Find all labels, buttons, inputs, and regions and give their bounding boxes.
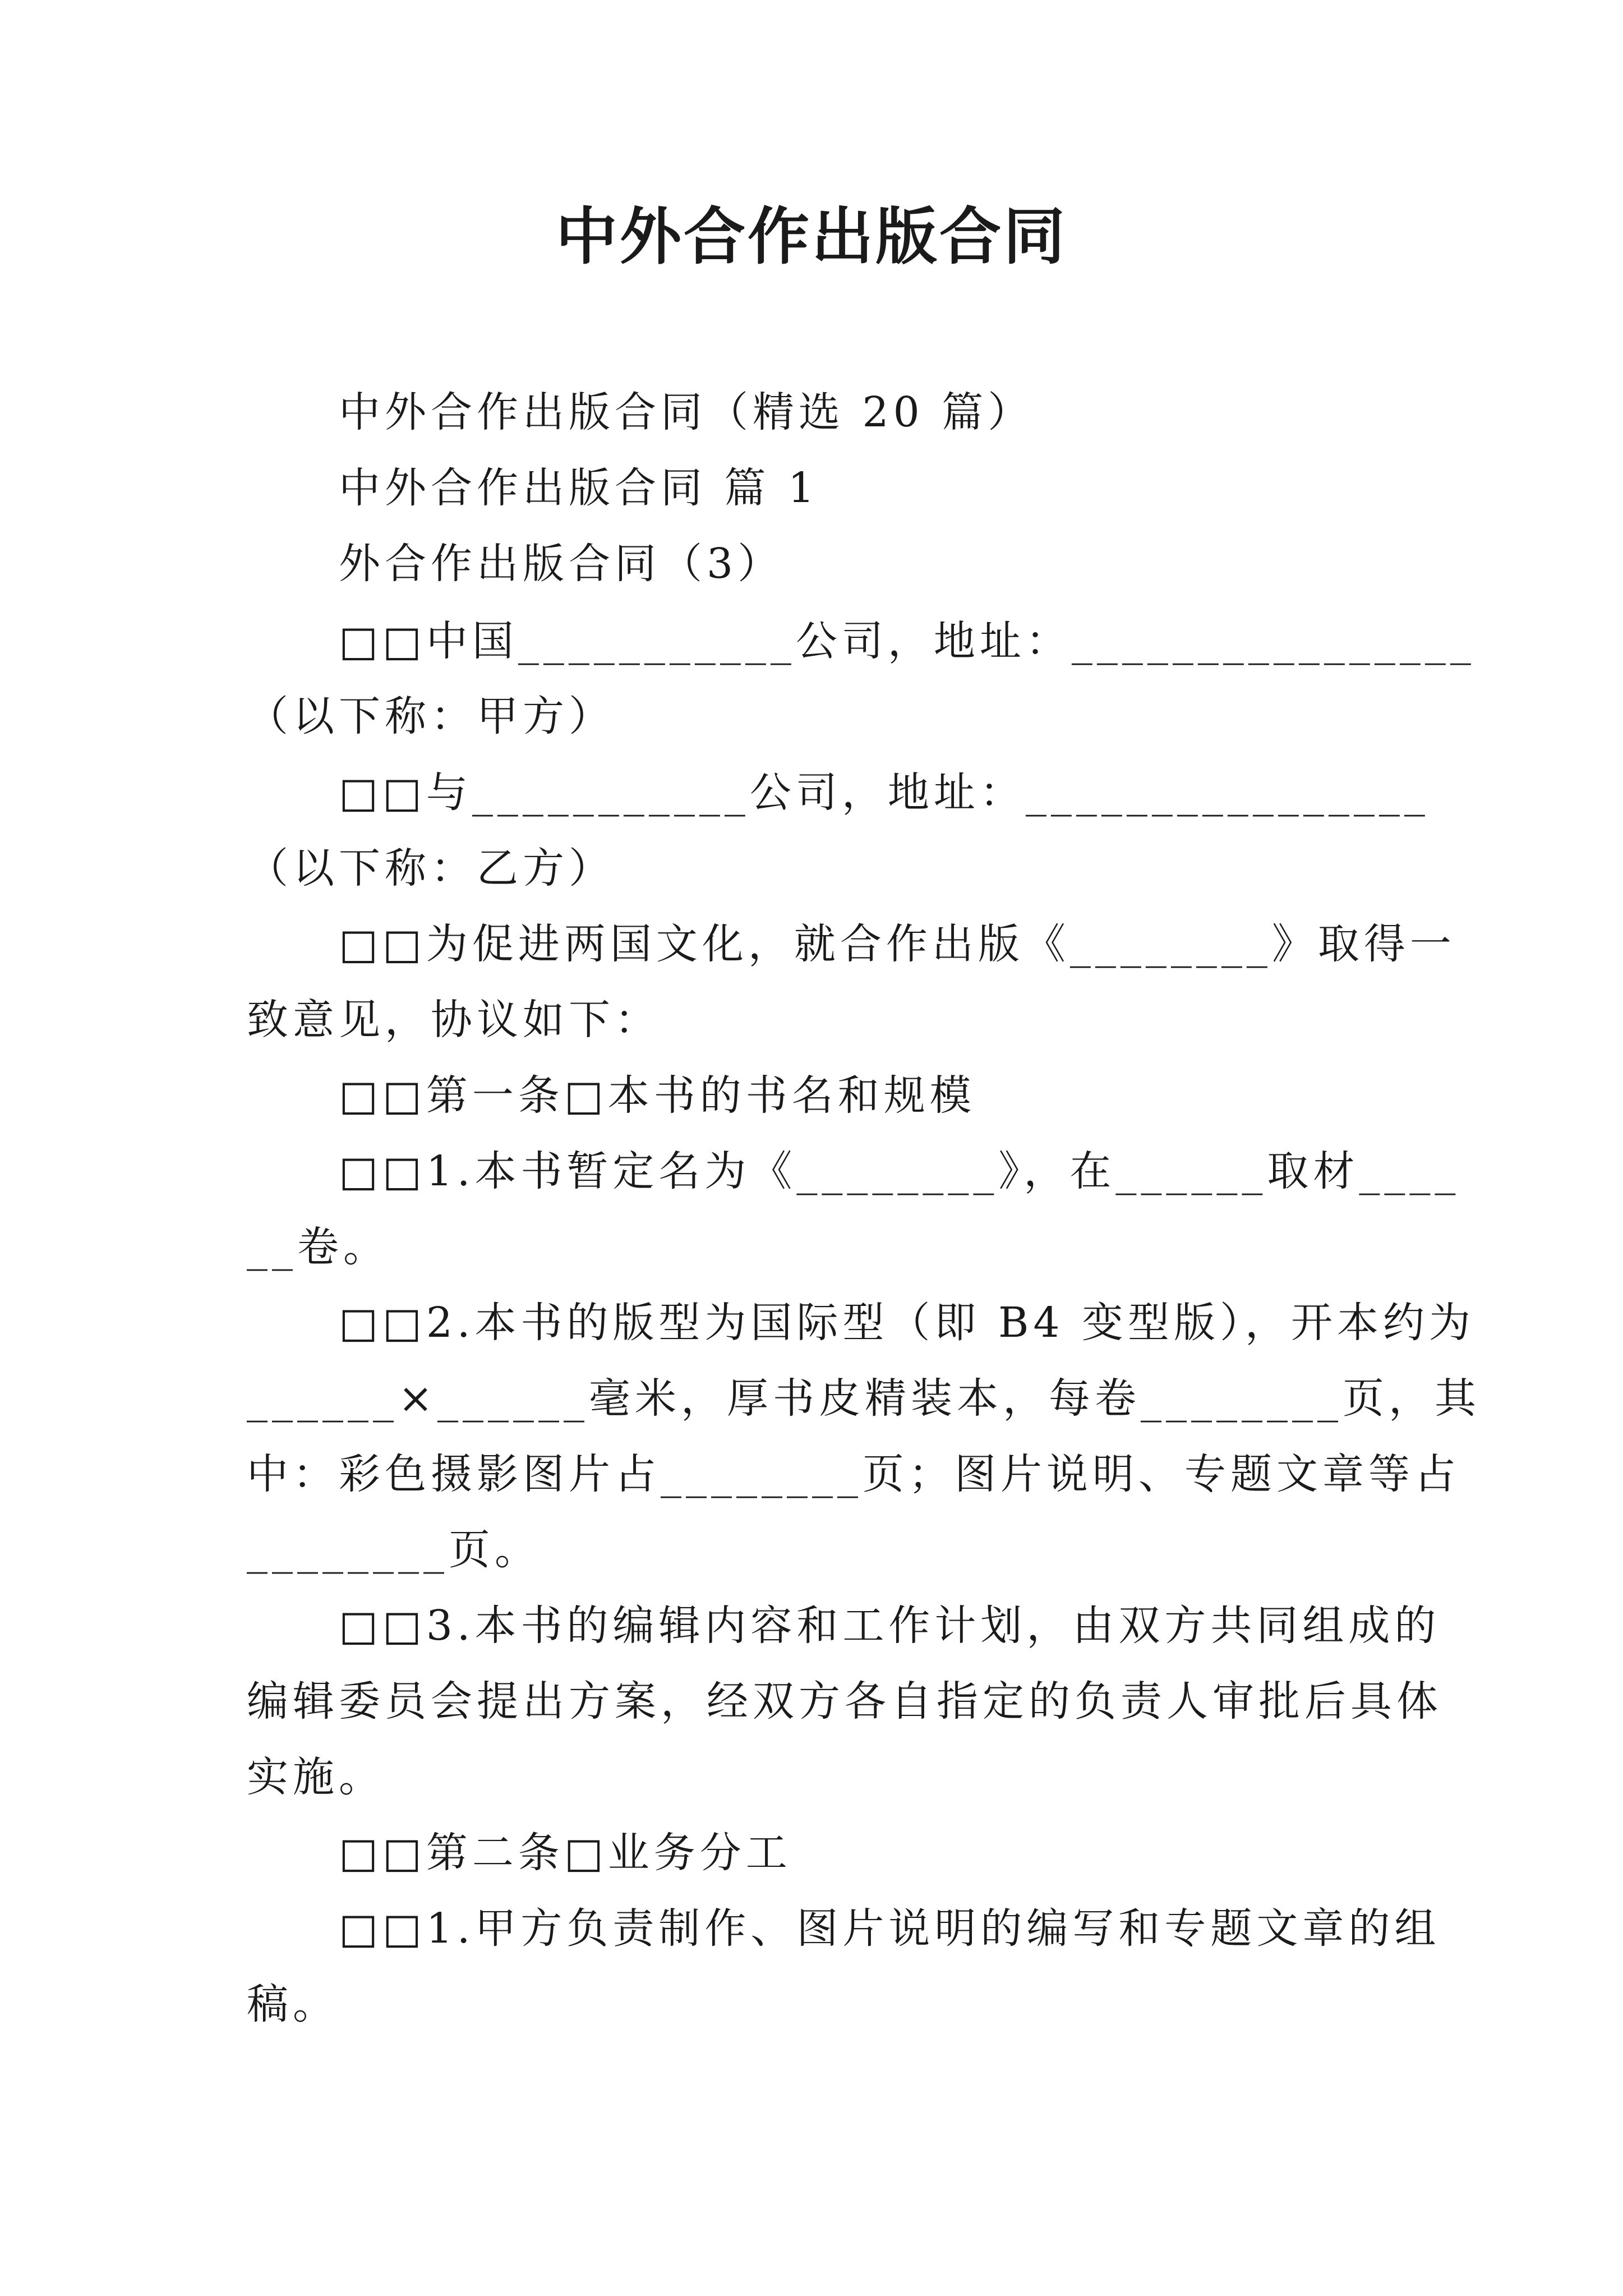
paragraph-line: □□第一条□本书的书名和规模 bbox=[339, 1071, 976, 1120]
paragraph-line: __卷。 bbox=[247, 1223, 389, 1271]
paragraph-line: （以下称：乙方） bbox=[247, 844, 615, 892]
paragraph-line: 中：彩色摄影图片占________页；图片说明、专题文章等占 bbox=[247, 1450, 1460, 1498]
paragraph-line: □□1.甲方负责制作、图片说明的编写和专题文章的组 bbox=[339, 1904, 1441, 1953]
paragraph-line: 稿。 bbox=[247, 1980, 339, 2028]
paragraph-line: （以下称：甲方） bbox=[247, 692, 615, 740]
paragraph-line: ________页。 bbox=[247, 1526, 541, 1574]
paragraph-line: ______×______毫米，厚书皮精装本，每卷________页，其 bbox=[247, 1374, 1481, 1423]
paragraph-line: 编辑委员会提出方案，经双方各自指定的负责人审批后具体 bbox=[247, 1677, 1442, 1726]
paragraph-line: □□第二条□业务分工 bbox=[339, 1829, 792, 1877]
paragraph-line: 外合作出版合同（3） bbox=[339, 540, 784, 588]
paragraph-line: □□为促进两国文化，就合作出版《________》取得一 bbox=[339, 920, 1456, 968]
paragraph-line: □□2.本书的版型为国际型（即 B4 变型版），开本约为 bbox=[339, 1299, 1475, 1347]
paragraph-line: 中外合作出版合同 篇 1 bbox=[339, 464, 819, 512]
paragraph-line: □□与___________公司，地址：________________ bbox=[339, 769, 1430, 817]
paragraph-line: 致意见，协议如下： bbox=[247, 996, 661, 1044]
paragraph-line: □□1.本书暂定名为《________》，在______取材____ bbox=[339, 1147, 1460, 1195]
paragraph-line: 中外合作出版合同（精选 20 篇） bbox=[339, 388, 1034, 436]
paragraph-line: 实施。 bbox=[247, 1753, 385, 1801]
paragraph-line: □□3.本书的编辑内容和工作计划，由双方共同组成的 bbox=[339, 1602, 1441, 1650]
paragraph-line: □□中国___________公司，地址：________________ bbox=[339, 617, 1476, 665]
document-title: 中外合作出版合同 bbox=[556, 200, 1067, 273]
